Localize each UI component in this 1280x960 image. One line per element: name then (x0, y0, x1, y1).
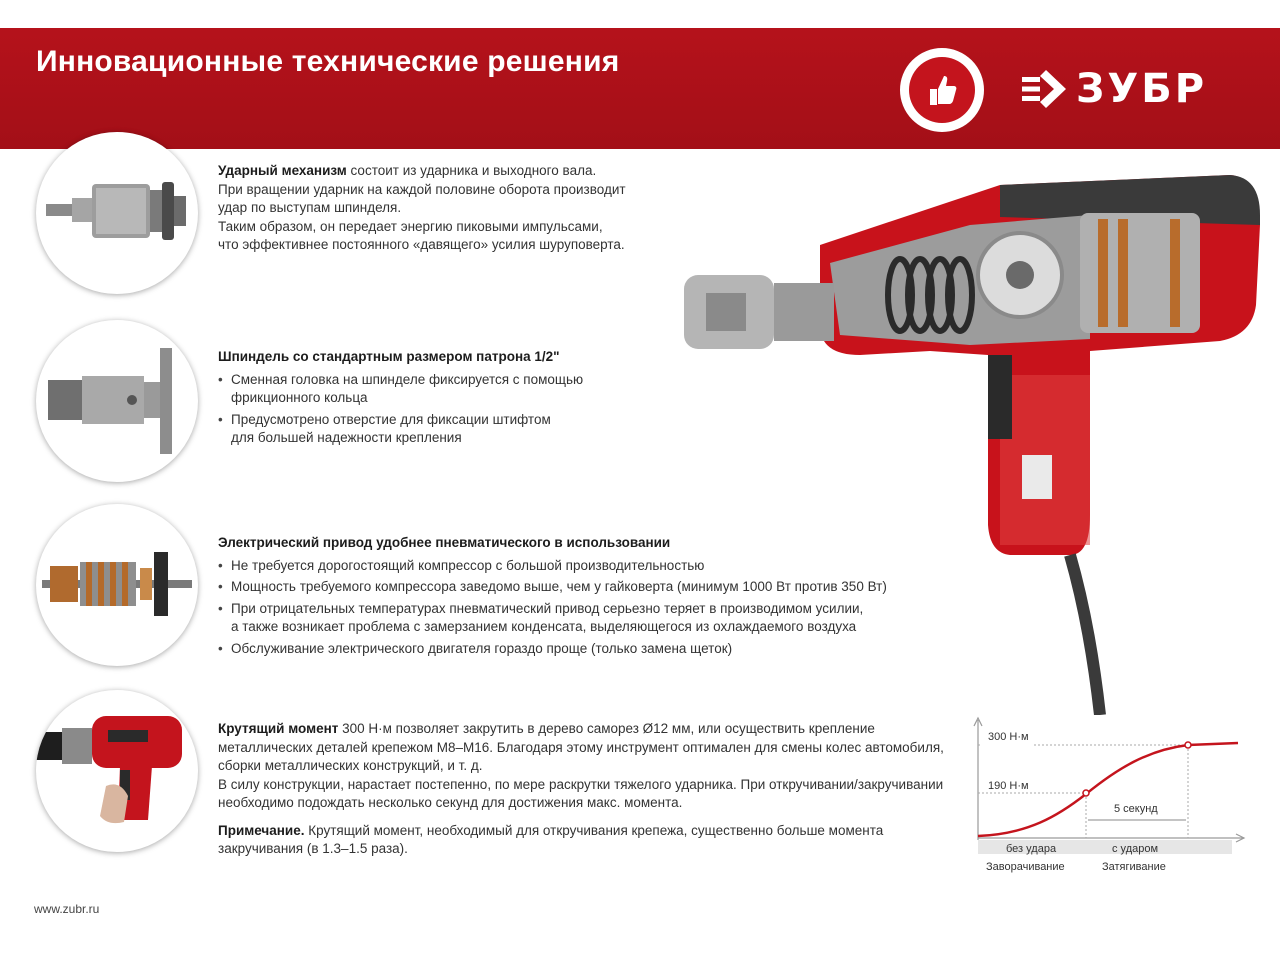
spindle-section (218, 348, 583, 451)
phase-left-label: Заворачивание (986, 861, 1065, 873)
bullet-text: • Сменная головка на шпинделе фиксируется с помощью (231, 371, 584, 387)
label-190: 190 Н·м (988, 780, 1029, 792)
section-text: состоит из ударника и выходного вала. (350, 163, 597, 178)
brand-name: ЗУБР (1076, 66, 1208, 112)
label-300: 300 Н·м (988, 731, 1029, 743)
section-title: Шпиндель со стандартным размером патрона 1/2" (218, 349, 560, 364)
curve-point (1185, 742, 1191, 748)
note-line (218, 822, 963, 841)
note-text: закручивания (в 1.3–1.5 раза). (218, 841, 408, 856)
label-5s: 5 секунд (1114, 803, 1158, 815)
band-left-label: без удара (1006, 843, 1057, 855)
curve-point (1083, 790, 1089, 796)
page-title: Инновационные технические решения (36, 45, 620, 78)
best-brand-seal (900, 48, 984, 132)
list-item (218, 411, 583, 448)
section-text: удар по выступам шпинделя. (218, 200, 402, 215)
note-title: Примечание. (218, 822, 305, 838)
section-text: необходимо подождать несколько секунд для достижения макс. момента. (218, 795, 683, 810)
section-text: что эффективнее постоянного «давящего» усилия шуруповерта. (218, 237, 625, 252)
band-right-label: с ударом (1112, 843, 1159, 855)
impact-mechanism-image (36, 132, 198, 294)
footer-url[interactable]: www.zubr.ru (34, 902, 100, 916)
impact-wrench-photo (36, 690, 198, 852)
brand-arrow-icon (1020, 68, 1068, 110)
section-text: При вращении ударник на каждой половине оборота производит (218, 181, 626, 197)
bullet-text: для большей надежности крепления (231, 430, 462, 445)
section-line (218, 720, 963, 739)
bullet-text: • Обслуживание электрического двигателя гораздо проще (только замена щеток) (231, 640, 733, 656)
impact-wrench-cutaway-illustration (670, 155, 1270, 715)
bullet-list (218, 371, 583, 448)
phase-right-label: Затягивание (1102, 861, 1166, 873)
section-text: В силу конструкции, нарастает постепенно, по мере раскрутки тяжелого ударника. При откручивании/закручивании (218, 776, 944, 792)
note-text: Крутящий момент, необходимый для откручивания крепежа, существенно больше момента (308, 822, 884, 838)
section-text: Таким образом, он передает энергию пиковыми импульсами, (218, 218, 603, 234)
bullet-text: • Предусмотрено отверстие для фиксации штифтом (231, 411, 551, 427)
section-line (218, 162, 626, 181)
thumbs-up-icon (926, 73, 958, 107)
section-text: сборки металлических конструкций, и т. д. (218, 758, 483, 773)
bullet-text: а также возникает проблема с замерзанием конденсата, выделяющегося из охлаждаемого воздуха (231, 619, 857, 634)
torque-chart (968, 716, 1250, 876)
bullet-text: • При отрицательных температурах пневматический привод серьезно теряет в производимом усилии, (231, 600, 864, 616)
brand-logo (1020, 68, 1207, 110)
motor-armature-image (36, 504, 198, 666)
section-text: 300 Н·м позволяет закрутить в дерево саморез Ø12 мм, или осуществить крепление (342, 721, 875, 736)
spindle-image (36, 320, 198, 482)
impact-mechanism-section (218, 162, 626, 255)
list-item (218, 371, 583, 408)
bullet-text: • Мощность требуемого компрессора заведомо выше, чем у гайковерта (минимум 1000 Вт против 350 Вт) (231, 579, 887, 594)
bullet-text: • Не требуется дорогостоящий компрессор с большой производительностью (231, 557, 705, 573)
bullet-text: фрикционного кольца (231, 390, 368, 405)
torque-section (218, 720, 963, 859)
section-text: металлических деталей крепежом М8–М16. Благодаря этому инструмент оптимален для смены колес автомобиля, (218, 739, 944, 755)
section-title: Крутящий момент (218, 721, 339, 736)
section-title: Электрический привод удобнее пневматического в использовании (218, 535, 671, 550)
section-title: Ударный механизм (218, 163, 347, 178)
